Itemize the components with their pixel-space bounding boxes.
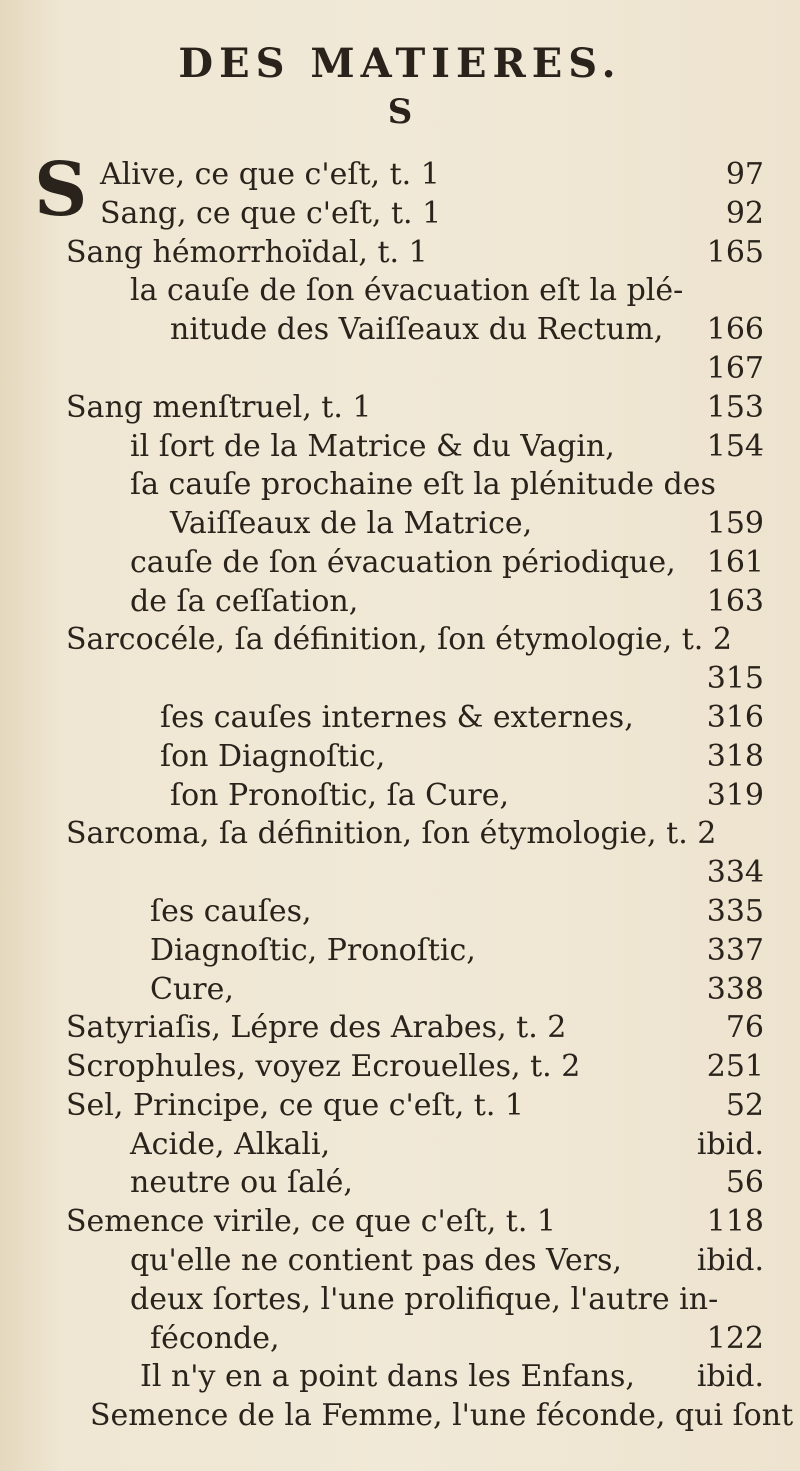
entry-text: ſon Pronoſtic, ſa Cure, xyxy=(170,778,510,813)
index-entry xyxy=(0,271,800,310)
index-entry xyxy=(0,1241,800,1280)
index-entry xyxy=(0,1047,800,1086)
index-entry xyxy=(0,814,800,853)
index-entry xyxy=(0,1163,800,1202)
index-entry xyxy=(0,931,800,970)
entry-page: 161 xyxy=(706,545,764,580)
entry-page: 318 xyxy=(706,739,764,774)
entry-text: féconde, xyxy=(150,1321,280,1356)
entry-page: 167 xyxy=(706,351,764,386)
entry-page: 334 xyxy=(706,855,764,890)
index-entry xyxy=(0,504,800,543)
index-entry xyxy=(0,970,800,1009)
entry-text: Cure, xyxy=(150,972,234,1007)
entry-text: nitude des Vaiſſeaux du Rectum, xyxy=(170,312,664,347)
entry-page: 52 xyxy=(725,1088,764,1123)
index-entry xyxy=(0,1125,800,1164)
index-entry xyxy=(0,543,800,582)
entry-page: 76 xyxy=(725,1010,764,1045)
index-entry xyxy=(0,1008,800,1047)
entry-page: 153 xyxy=(706,390,764,425)
entry-page: 319 xyxy=(706,778,764,813)
entry-text: Alive, ce que c'eſt, t. 1 xyxy=(100,157,440,192)
entry-page: 118 xyxy=(706,1204,764,1239)
index-entry xyxy=(0,155,800,194)
entry-text: ſon Diagnoſtic, xyxy=(160,739,386,774)
entry-text: il ſort de la Matrice & du Vagin, xyxy=(130,429,615,464)
entry-text: Sang, ce que c'eſt, t. 1 xyxy=(100,196,442,231)
index-entry xyxy=(0,659,800,698)
index-entry xyxy=(0,776,800,815)
entry-text: ſa cauſe prochaine eſt la plénitude des xyxy=(130,467,716,502)
entry-text: de ſa ceſſation, xyxy=(130,584,359,619)
drop-cap: S xyxy=(34,147,88,233)
entry-page: ibid. xyxy=(696,1243,764,1278)
index-entry xyxy=(0,892,800,931)
index-entry xyxy=(0,349,800,388)
index-entry xyxy=(0,1086,800,1125)
section-letter: S xyxy=(387,92,413,132)
entry-page: 315 xyxy=(706,661,764,696)
index-entry xyxy=(0,853,800,892)
entry-page: 165 xyxy=(706,235,764,270)
entry-page: 166 xyxy=(706,312,764,347)
entry-page: 159 xyxy=(706,506,764,541)
entry-text: la cauſe de ſon évacuation eſt la plé- xyxy=(130,273,684,308)
entry-page: ibid. xyxy=(696,1127,764,1162)
index-entry xyxy=(0,427,800,466)
entry-page: 335 xyxy=(706,894,764,929)
index-entry xyxy=(0,1280,800,1319)
entry-page: 92 xyxy=(725,196,764,231)
entry-page: 316 xyxy=(706,700,764,735)
entry-page: 154 xyxy=(706,429,764,464)
entry-page: 251 xyxy=(706,1049,764,1084)
entry-text: Sang hémorrhoïdal, t. 1 xyxy=(66,235,428,270)
entry-page: 56 xyxy=(725,1165,764,1200)
entry-text: Satyriaſis, Lépre des Arabes, t. 2 xyxy=(66,1010,567,1045)
page-header: DES MATIERES. xyxy=(178,40,622,87)
index-entry xyxy=(0,1319,800,1358)
entry-text: Sarcoma, ſa définition, ſon étymologie, t. 2 xyxy=(66,816,717,851)
entry-page: 122 xyxy=(706,1321,764,1356)
index-entry xyxy=(0,194,800,233)
entry-text: deux ſortes, l'une prolifique, l'autre in- xyxy=(130,1282,719,1317)
index-entry xyxy=(0,310,800,349)
entry-page: 338 xyxy=(706,972,764,1007)
index-entry xyxy=(0,620,800,659)
entry-page: ibid. xyxy=(696,1359,764,1394)
entry-page: 97 xyxy=(725,157,764,192)
index-entry xyxy=(0,1357,800,1396)
index-entry xyxy=(0,698,800,737)
index-entry xyxy=(0,1202,800,1241)
entry-text: ſes cauſes, xyxy=(150,894,312,929)
entry-text: Sang menſtruel, t. 1 xyxy=(66,390,372,425)
entry-text: Semence de la Femme, l'une féconde, qui ſont xyxy=(90,1398,794,1433)
entry-text: ſes cauſes internes & externes, xyxy=(160,700,634,735)
entry-text: cauſe de ſon évacuation périodique, xyxy=(130,545,676,580)
entry-text: Acide, Alkali, xyxy=(130,1127,331,1162)
index-entry xyxy=(0,388,800,427)
entry-text: Diagnoſtic, Pronoſtic, xyxy=(150,933,476,968)
entry-page: 163 xyxy=(706,584,764,619)
entry-text: Sarcocéle, ſa définition, ſon étymologie, t. 2 xyxy=(66,622,732,657)
entry-text: Sel, Principe, ce que c'eſt, t. 1 xyxy=(66,1088,524,1123)
entry-text: Scrophules, voyez Ecrouelles, t. 2 xyxy=(66,1049,581,1084)
entry-text: Semence virile, ce que c'eſt, t. 1 xyxy=(66,1204,556,1239)
entry-text: Vaiſſeaux de la Matrice, xyxy=(170,506,533,541)
entry-text: neutre ou ſalé, xyxy=(130,1165,353,1200)
entry-page: 337 xyxy=(706,933,764,968)
index-entry xyxy=(0,582,800,621)
index-entry xyxy=(0,465,800,504)
index-entry xyxy=(0,1396,800,1435)
entry-text: Il n'y en a point dans les Enfans, xyxy=(140,1359,635,1394)
index-entry xyxy=(0,737,800,776)
entry-text: qu'elle ne contient pas des Vers, xyxy=(130,1243,622,1278)
index-entry xyxy=(0,233,800,272)
